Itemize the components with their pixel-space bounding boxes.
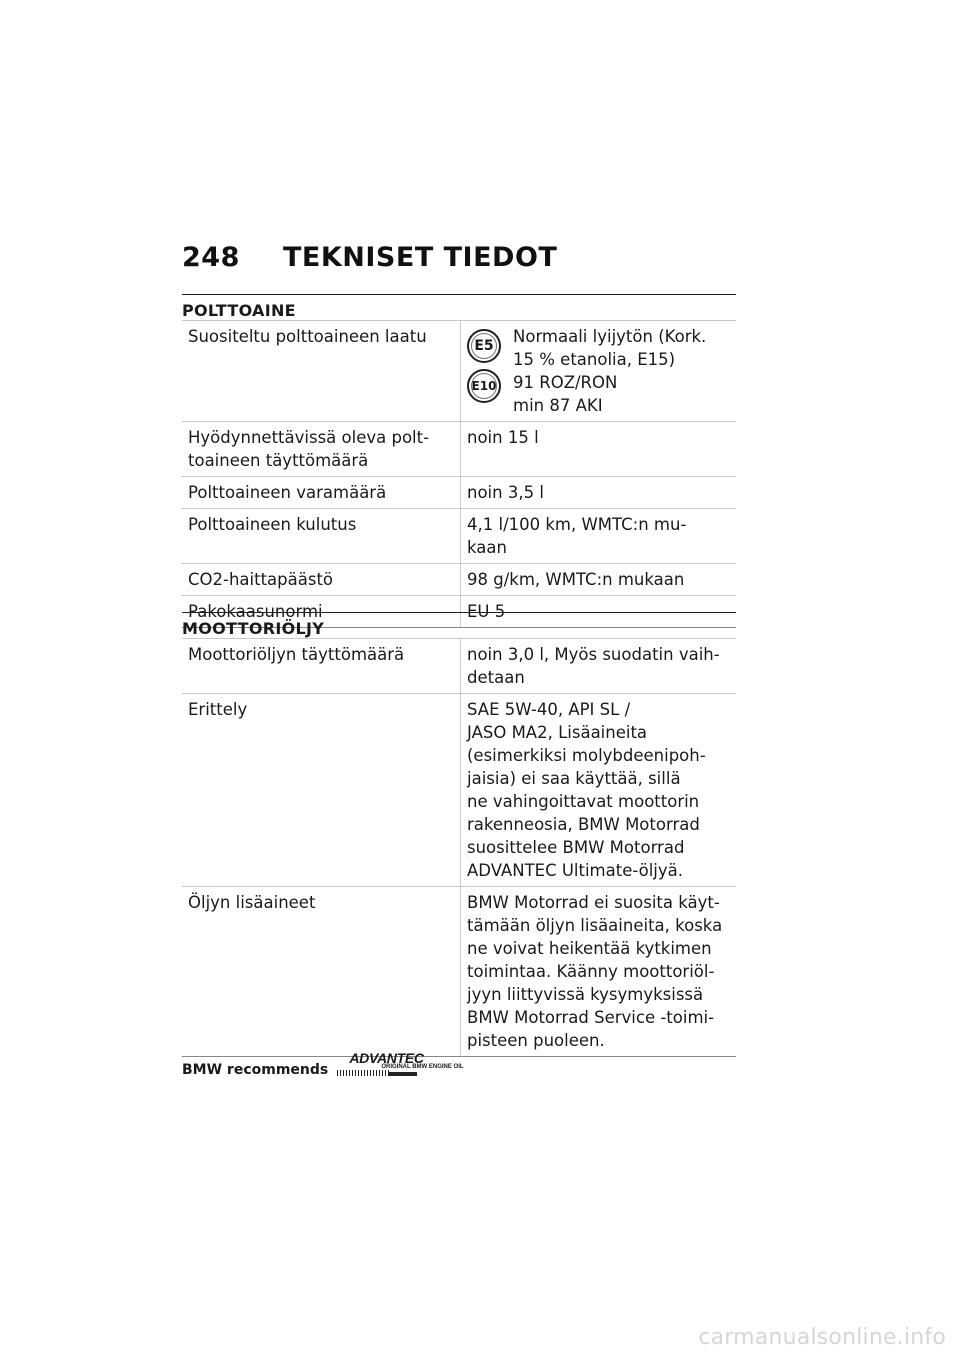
page-header — [182, 242, 557, 273]
row-value — [461, 321, 737, 422]
fuel-spec-table — [182, 320, 736, 628]
oil-spec-table — [182, 638, 736, 1057]
row-label: Öljyn lisäaineet — [182, 887, 461, 1057]
table-row — [182, 422, 736, 477]
value-line: toimintaa. Käänny moottoriöl- — [467, 962, 715, 981]
advantec-logo-brand: ADVANTEC — [349, 1050, 424, 1066]
row-label: Pakokaasunormi — [182, 596, 461, 628]
footer — [182, 1050, 464, 1078]
value-line: ne voivat heikentää kytkimen — [467, 939, 712, 958]
value-line: kaan — [467, 538, 507, 557]
row-label: Suositeltu polttoaineen laatu — [182, 321, 461, 422]
value-line: detaan — [467, 668, 525, 687]
row-label: Erittely — [182, 694, 461, 887]
table-row — [182, 694, 736, 887]
row-value: noin 3,5 l — [461, 477, 737, 509]
row-label: Moottoriöljyn täyttömäärä — [182, 639, 461, 694]
table-row — [182, 509, 736, 564]
value-line: rakenneosia, BMW Motorrad — [467, 815, 700, 834]
table-row — [182, 564, 736, 596]
value-line: Normaali lyijytön (Kork. — [513, 327, 707, 346]
logo-stripes — [337, 1070, 389, 1076]
value-line: SAE 5W-40, API SL / — [467, 700, 631, 719]
page-title: TEKNISET TIEDOT — [283, 242, 558, 273]
oil-section-title: MOOTTORIÖLJY — [182, 612, 736, 638]
value-line: 15 % etanolia, E15) — [513, 350, 676, 369]
row-value — [461, 694, 737, 887]
value-line: suosittelee BMW Motorrad — [467, 838, 685, 857]
value-line: ne vahingoittavat moottorin — [467, 792, 700, 811]
fuel-section — [182, 294, 736, 628]
value-line: tämään öljyn lisäaineita, koska — [467, 916, 723, 935]
watermark: carmanualsonline.info — [698, 1325, 946, 1350]
value-line: 4,1 l/100 km, WMTC:n mu- — [467, 515, 687, 534]
fuel-icons — [467, 329, 507, 409]
row-label — [182, 422, 461, 477]
value-line: 91 ROZ/RON — [513, 373, 618, 392]
value-line: BMW Motorrad Service -toimi- — [467, 1008, 715, 1027]
row-label: Polttoaineen kulutus — [182, 509, 461, 564]
fuel-section-title: POLTTOAINE — [182, 294, 736, 320]
row-value — [461, 639, 737, 694]
row-value — [461, 887, 737, 1057]
row-value: 98 g/km, WMTC:n mukaan — [461, 564, 737, 596]
value-line: jyyn liittyvissä kysymyksissä — [467, 985, 704, 1004]
logo-bar — [389, 1072, 417, 1076]
e10-fuel-icon: E10 — [467, 369, 501, 403]
row-label: CO2-haittapäästö — [182, 564, 461, 596]
row-value: EU 5 — [461, 596, 737, 628]
page-number: 248 — [182, 242, 240, 273]
table-row — [182, 639, 736, 694]
row-value — [461, 509, 737, 564]
oil-section — [182, 612, 736, 1057]
value-line: pisteen puoleen. — [467, 1031, 605, 1050]
value-line: noin 3,0 l, Myös suodatin vaih- — [467, 645, 720, 664]
row-value: noin 15 l — [461, 422, 737, 477]
table-row — [182, 477, 736, 509]
bmw-recommends-label: BMW recommends — [182, 1062, 329, 1078]
fuel-quality-cell — [467, 325, 732, 417]
value-line: jaisia) ei saa käyttää, sillä — [467, 769, 681, 788]
label-line: Hyödynnettävissä oleva polt- — [188, 428, 430, 447]
advantec-logo-sub: ORIGINAL BMW ENGINE OIL — [381, 1064, 464, 1070]
value-line: ADVANTEC Ultimate-öljyä. — [467, 861, 683, 880]
value-line: (esimerkiksi molybdeenipoh- — [467, 746, 706, 765]
row-label: Polttoaineen varamäärä — [182, 477, 461, 509]
table-row — [182, 887, 736, 1057]
value-line: BMW Motorrad ei suosita käyt- — [467, 893, 720, 912]
e5-fuel-icon: E5 — [467, 329, 501, 363]
table-row — [182, 321, 736, 422]
advantec-logo — [337, 1050, 464, 1078]
value-line: min 87 AKI — [513, 396, 603, 415]
value-line: JASO MA2, Lisäaineita — [467, 723, 648, 742]
label-line: toaineen täyttömäärä — [188, 451, 369, 470]
